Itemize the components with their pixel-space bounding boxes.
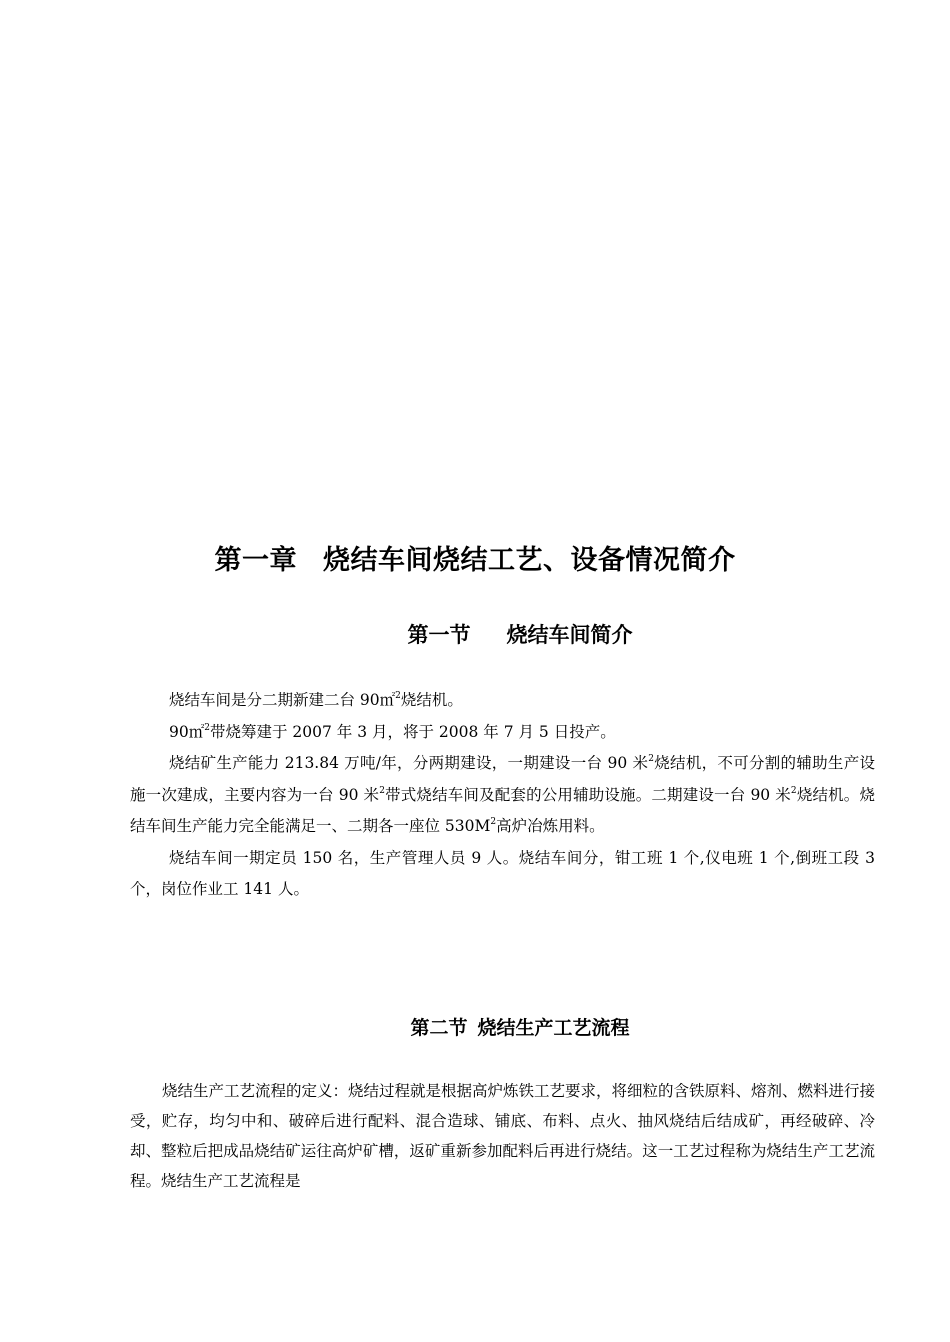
section-1-body (130, 685, 875, 906)
section-1-title (0, 619, 950, 649)
paragraph: 烧结车间是分二期新建二台 90㎡$^2$烧结机。 (169, 691, 463, 709)
section-1-number: 第一节 (407, 623, 471, 647)
chapter-name: 烧结车间烧结工艺、设备情况简介 (323, 545, 736, 576)
paragraph: 烧结生产工艺流程的定义：烧结过程就是根据高炉炼铁工艺要求，将细粒的含铁原料、熔剂、燃料进行接受，贮存，均匀中和、破碎后进行配料、混合造球、铺底、布料、点火、抽风烧结后结成矿，再经破碎、冷却、整粒后把成品烧结矿运往高炉矿槽，返矿重新参加配料后再进行烧结。这一工艺过程称为烧结生产工艺流程。烧结生产工艺流程是 (130, 1082, 876, 1190)
section-2-name: 烧结生产工艺流程 (477, 1017, 630, 1039)
section-2-title (0, 1013, 950, 1040)
section-2-body (130, 1076, 875, 1196)
chapter-title (0, 538, 950, 577)
paragraph: 90㎡$^2$带烧筹建于 2007 年 3 月，将于 2008 年 7 月 5 日投产。 (169, 722, 616, 741)
paragraph: 烧结矿生产能力 213.84 万吨/年，分两期建设，一期建设一台 90 米$^2$烧结机，不可分割的辅助生产设施一次建成，主要内容为一台 90 米$^2$带式烧结车间及配套的公用辅助设施。二期建设一台 90 米$^2$烧结机。烧结车间生产能力完全能满足一、二期各一座位 $530M^2$高炉冶炼用料。 (130, 754, 875, 835)
chapter-number: 第一章 (214, 545, 297, 576)
section-1-name: 烧结车间简介 (506, 623, 633, 647)
paragraph: 烧结车间一期定员 150 名，生产管理人员 9 人。烧结车间分，钳工班 1 个,仪电班 1 个,倒班工段 3 个，岗位作业工 141 人。 (130, 848, 875, 898)
section-2-number: 第二节 (410, 1017, 468, 1039)
